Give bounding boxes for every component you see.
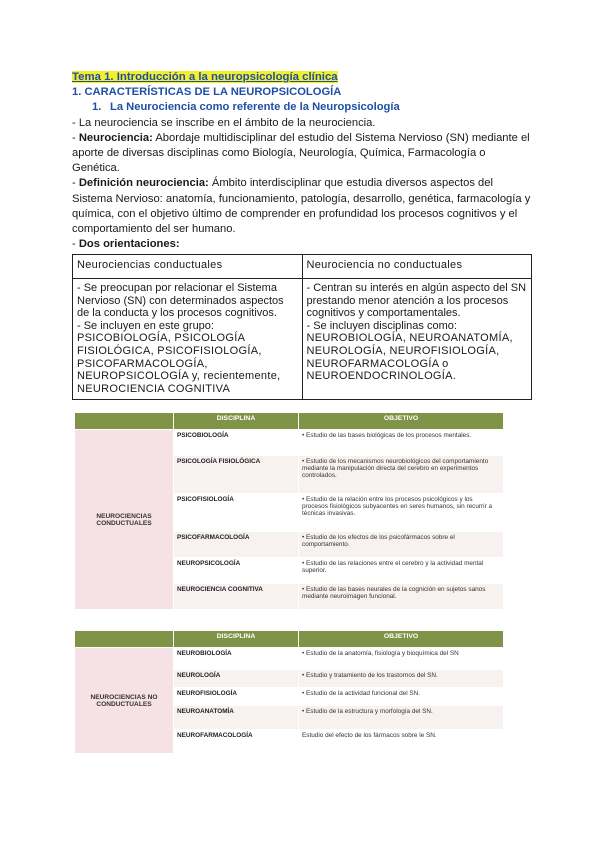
paragraph-definicion: - Definición neurociencia: Ámbito interdisciplinar que estudia diversos aspectos del Sistema Nervioso: anatomía, funcionamiento, patología, desarrollo, genética, farmacología y química, con el objetivo último de comprender en profundidad los procesos cognitivos y el comportamiento del ser humano. <box>72 177 531 236</box>
conductuales-list: PSICOBIOLOGÍA, PSICOLOGÍA FISIOLÓGICA, PSICOFISIOLOGÍA, PSICOFARMACOLOGÍA, NEUROPSICOLOGÍA y, recientemente, NEUROCIENCIA COGNITIVA <box>77 332 281 395</box>
header-objetivo: OBJETIVO <box>299 413 504 430</box>
table-row-objetivo: • Estudio de la estructura y morfología del SN. <box>299 706 504 730</box>
table-row-objetivo: • Estudio y tratamiento de los trastornos del SN. <box>299 670 504 688</box>
no-conductuales-desc: - Centran su interés en algún aspecto del SN prestando menor atención a los procesos cognitivos y comportamentales. <box>306 282 527 320</box>
table-row-disciplina: PSICOBIOLOGÍA <box>174 430 299 456</box>
group-label: NEUROCIENCIAS CONDUCTUALES <box>75 430 174 610</box>
subsection-title: 1. La Neurociencia como referente de la Neuropsicología <box>92 101 400 114</box>
table-row-disciplina: NEUROPSICOLOGÍA <box>174 558 299 584</box>
conductuales-table <box>74 412 504 610</box>
header-disciplina: DISCIPLINA <box>174 413 299 430</box>
col-no-conductuales-title: Neurociencia no conductuales <box>302 255 532 279</box>
col-conductuales-body <box>73 279 303 400</box>
table-row-disciplina: NEUROFARMACOLOGÍA <box>174 730 299 754</box>
table-row-objetivo: • Estudio de las bases biológicas de los procesos mentales. <box>299 430 504 456</box>
paragraph-1: - La neurociencia se inscribe en el ámbito de la neurociencia. <box>72 116 376 129</box>
table-row-disciplina: NEUROLOGÍA <box>174 670 299 688</box>
paragraph-neurociencia: - Neurociencia: Abordaje multidisciplinar del estudio del Sistema Nervioso (SN) mediante el aporte de diversas disciplinas como Biología, Neurología, Química, Farmacología o Genética. <box>72 131 530 175</box>
table-row-objetivo: • Estudio de la relación entre los procesos psicológicos y los procesos fisiológicos subyacentes en seres humanos, sin recurrir a técnicas invasivas. <box>299 494 504 532</box>
table-row-disciplina: NEUROANATOMÍA <box>174 706 299 730</box>
table-row-objetivo: • Estudio de la actividad funcional del SN. <box>299 688 504 706</box>
table-row-objetivo: • Estudio de la anatomía, fisiología y bioquímica del SN <box>299 648 504 670</box>
header-blank <box>75 413 174 430</box>
topic-title: Tema 1. Introducción a la neuropsicología clínica <box>72 71 338 83</box>
table-row-disciplina: NEUROCIENCIA COGNITIVA <box>174 584 299 610</box>
paragraph-orientaciones: - Dos orientaciones: <box>72 238 180 251</box>
table-row-disciplina: PSICOLOGÍA FISIOLÓGICA <box>174 456 299 494</box>
conductuales-desc: - Se preocupan por relacionar el Sistema Nervioso (SN) con determinados aspectos de la conducta y los procesos cognitivos. <box>77 282 284 320</box>
document-page <box>72 70 532 400</box>
group-label: NEUROCIENCIAS NO CONDUCTUALES <box>75 648 174 754</box>
no-conductuales-table <box>74 630 504 754</box>
table-row-objetivo: • Estudio de las bases neurales de la cognición en sujetos sanos mediante neuroimagen funcional. <box>299 584 504 610</box>
orientations-table <box>72 254 532 400</box>
table-row-objetivo: • Estudio de los mecanismos neurobiológicos del comportamiento mediante la manipulación directa del cerebro en experimentos controlados. <box>299 456 504 494</box>
no-conductuales-list: NEUROBIOLOGÍA, NEUROANATOMÍA, NEUROLOGÍA, NEUROFISIOLOGÍA, NEUROFARMACOLOGÍA o NEUROENDOCRINOLOGÍA. <box>306 332 513 383</box>
table-row-disciplina: NEUROBIOLOGÍA <box>174 648 299 670</box>
table-row-disciplina: NEUROFISIOLOGÍA <box>174 688 299 706</box>
table-row-disciplina: PSICOFISIOLOGÍA <box>174 494 299 532</box>
section-title: 1. CARACTERÍSTICAS DE LA NEUROPSICOLOGÍA <box>72 86 342 99</box>
header-objetivo: OBJETIVO <box>299 631 504 648</box>
table-row-objetivo: • Estudio de los efectos de los psicofármacos sobre el comportamiento. <box>299 532 504 558</box>
table-row-disciplina: PSICOFARMACOLOGÍA <box>174 532 299 558</box>
col-no-conductuales-body <box>302 279 532 400</box>
col-conductuales-title: Neurociencias conductuales <box>73 255 303 279</box>
header-disciplina: DISCIPLINA <box>174 631 299 648</box>
no-conductuales-group-label: - Se incluyen disciplinas como: <box>306 319 457 332</box>
conductuales-group-label: - Se incluyen en este grupo: <box>77 319 214 332</box>
header-blank <box>75 631 174 648</box>
table-row-objetivo: Estudio del efecto de los fármacos sobre le SN. <box>299 730 504 754</box>
table-row-objetivo: • Estudio de las relaciones entre el cerebro y la actividad mental superior. <box>299 558 504 584</box>
